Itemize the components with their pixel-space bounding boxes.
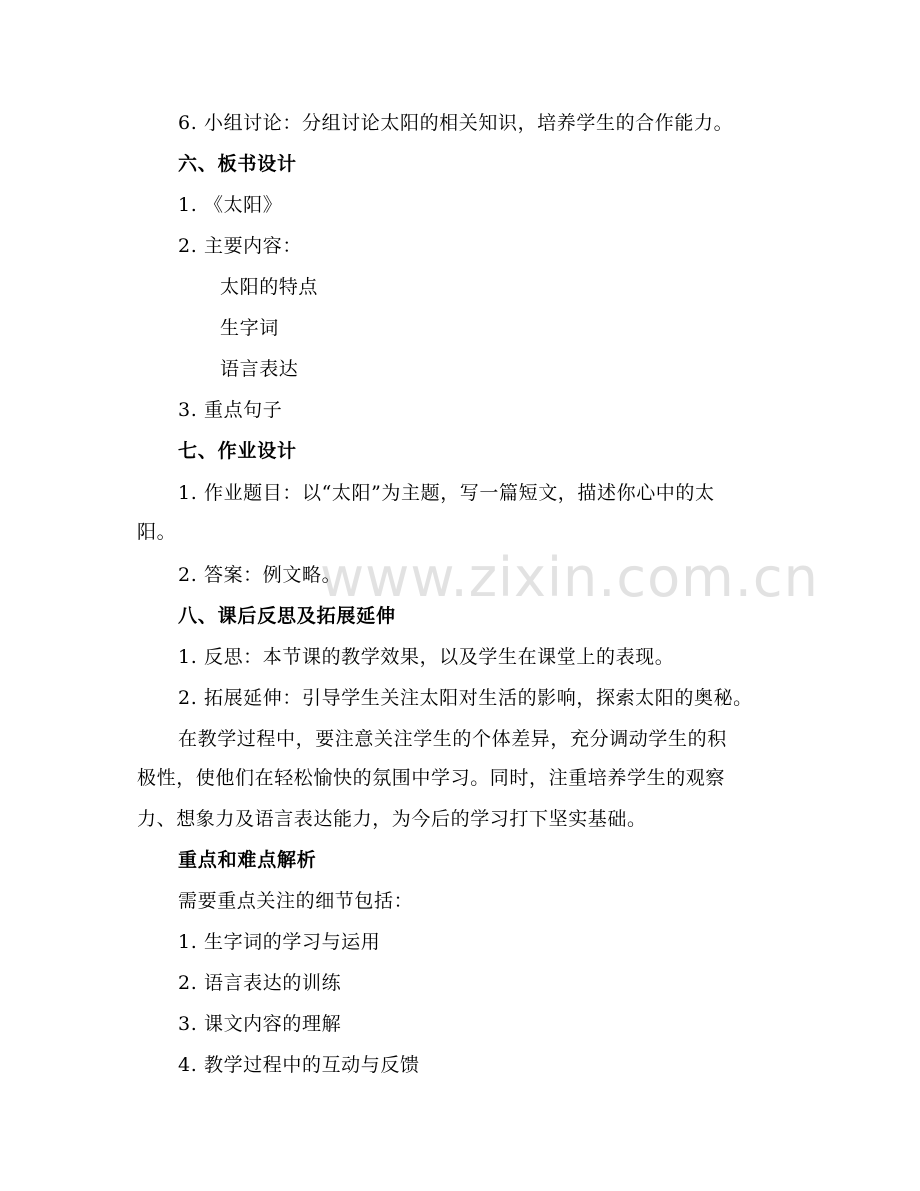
watermark-text: www.zixin.com.cn	[320, 546, 819, 609]
list-item-extension: 2. 拓展延伸：引导学生关注太阳对生活的影响，探索太阳的奥秘。	[178, 687, 753, 709]
paragraph-line-2: 极性，使他们在轻松愉快的氛围中学习。同时，注重培养学生的观察	[137, 767, 726, 789]
intro-key-details: 需要重点关注的细节包括：	[178, 890, 414, 912]
section-heading-board-design: 六、板书设计	[178, 153, 297, 175]
list-item-language-training: 2. 语言表达的训练	[178, 972, 342, 994]
list-item-main-content: 2. 主要内容：	[178, 235, 302, 257]
sub-item-sun-features: 太阳的特点	[220, 276, 319, 298]
list-item-homework-topic-continued: 阳。	[137, 521, 177, 543]
sub-item-language-expression: 语言表达	[220, 358, 299, 380]
paragraph-line-3: 力、想象力及语言表达能力，为今后的学习打下坚实基础。	[137, 808, 647, 830]
section-heading-reflection: 八、课后反思及拓展延伸	[178, 605, 396, 627]
section-heading-key-points: 重点和难点解析	[178, 849, 317, 871]
list-item-interaction-feedback: 4. 教学过程中的互动与反馈	[178, 1054, 420, 1076]
list-item-title: 1. 《太阳》	[178, 194, 283, 216]
list-item-reflection: 1. 反思：本节课的教学效果，以及学生在课堂上的表现。	[178, 646, 675, 668]
list-item-text-understanding: 3. 课文内容的理解	[178, 1013, 342, 1035]
section-heading-homework: 七、作业设计	[178, 440, 297, 462]
sub-item-new-words: 生字词	[220, 317, 279, 339]
list-item-group-discussion: 6. 小组讨论：分组讨论太阳的相关知识，培养学生的合作能力。	[178, 112, 734, 134]
list-item-homework-topic: 1. 作业题目：以“太阳”为主题，写一篇短文，描述你心中的太	[178, 482, 715, 504]
list-item-vocabulary: 1. 生字词的学习与运用	[178, 931, 381, 953]
list-item-answer: 2. 答案：例文略。	[178, 564, 342, 586]
list-item-key-sentences: 3. 重点句子	[178, 399, 283, 421]
paragraph-line-1: 在教学过程中，要注意关注学生的个体差异，充分调动学生的积	[178, 728, 727, 750]
